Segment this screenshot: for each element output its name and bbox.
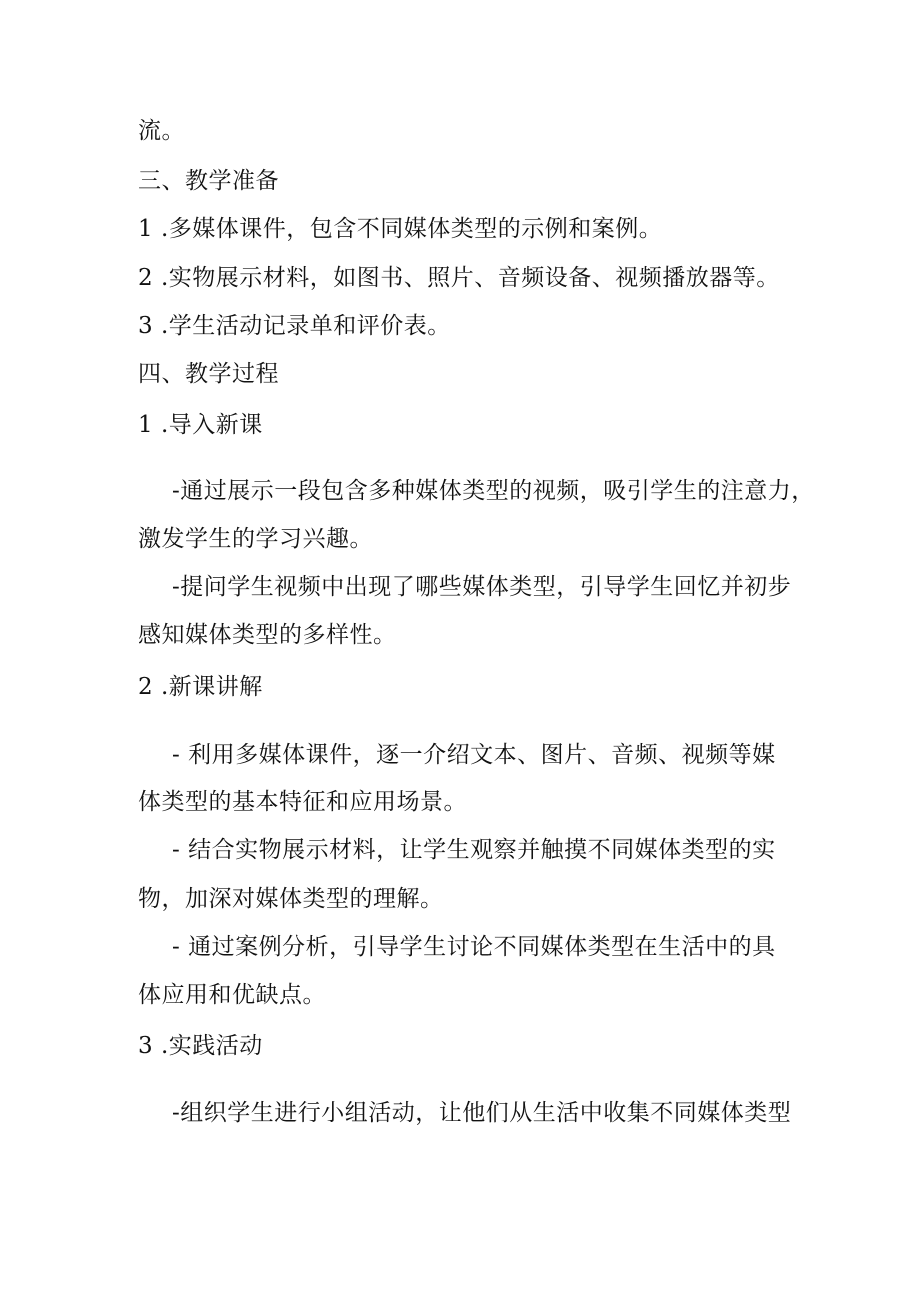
subsection-heading: 2 .新课讲解 — [138, 674, 263, 700]
text-line: - 通过案例分析，引导学生讨论不同媒体类型在生活中的具 — [172, 934, 776, 960]
subsection-heading: 1 .导入新课 — [138, 412, 263, 438]
text-line: -提问学生视频中出现了哪些媒体类型，引导学生回忆并初步 — [172, 574, 792, 600]
list-item: 2 .实物展示材料，如图书、照片、音频设备、视频播放器等。 — [138, 265, 780, 291]
text-line: - 结合实物展示材料，让学生观察并触摸不同媒体类型的实 — [172, 837, 776, 863]
text-line: - 利用多媒体课件，逐一介绍文本、图片、音频、视频等媒 — [172, 742, 776, 768]
text-line: 激发学生的学习兴趣。 — [138, 526, 373, 552]
text-line: -通过展示一段包含多种媒体类型的视频，吸引学生的注意力， — [172, 478, 815, 504]
subsection-heading: 3 .实践活动 — [138, 1033, 263, 1059]
section-heading: 三、教学准备 — [138, 168, 279, 194]
text-line: 流。 — [138, 118, 185, 144]
text-line: -组织学生进行小组活动，让他们从生活中收集不同媒体类型 — [172, 1100, 792, 1126]
text-line: 体应用和优缺点。 — [138, 982, 326, 1008]
text-line: 体类型的基本特征和应用场景。 — [138, 789, 467, 815]
list-item: 1 .多媒体课件，包含不同媒体类型的示例和案例。 — [138, 216, 663, 242]
list-item: 3 .学生活动记录单和评价表。 — [138, 313, 451, 339]
section-heading: 四、教学过程 — [138, 361, 279, 387]
text-line: 物，加深对媒体类型的理解。 — [138, 886, 444, 912]
text-line: 感知媒体类型的多样性。 — [138, 622, 397, 648]
